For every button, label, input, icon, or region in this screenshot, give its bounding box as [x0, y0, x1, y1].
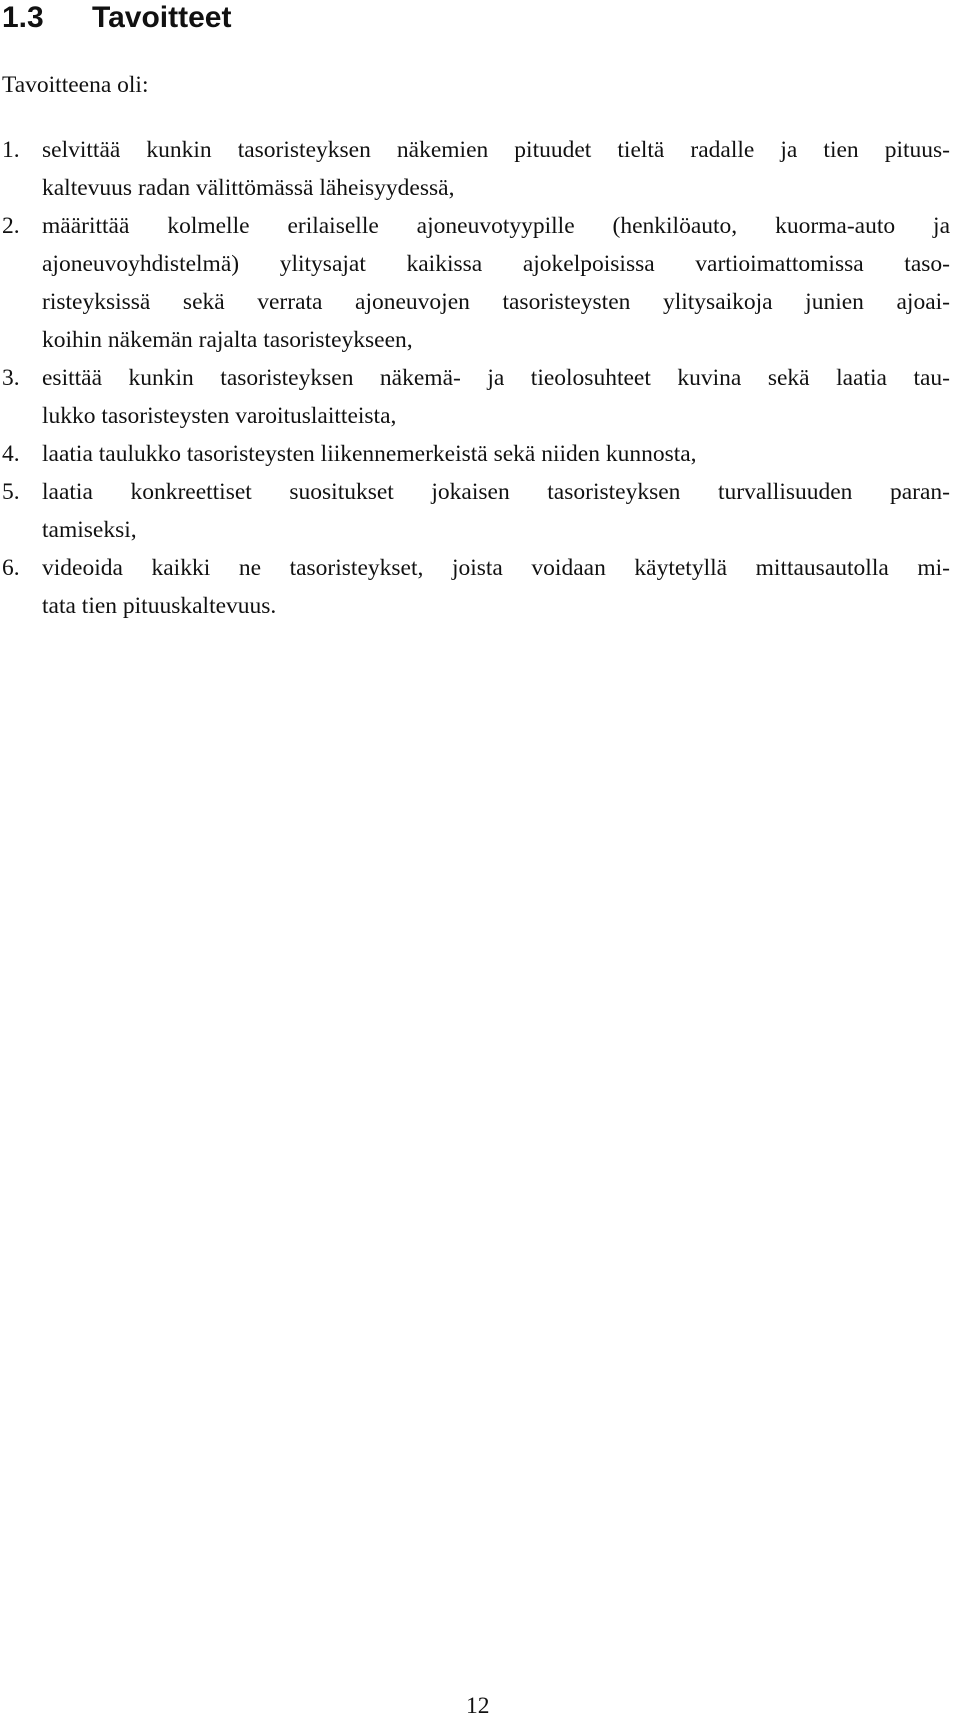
goal-marker: 5. [2, 479, 20, 505]
goal-line: tamiseksi, [42, 517, 137, 543]
goal-line: lukko tasoristeysten varoituslaitteista, [42, 403, 397, 429]
goal-line: esittää kunkin tasoristeyksen näkemä- ja tieolosuhteet kuvina sekä laatia tau- [42, 365, 950, 391]
goal-marker: 6. [2, 555, 20, 581]
goal-item-2 [0, 207, 950, 359]
goal-marker: 1. [2, 137, 20, 163]
page-number: 12 [466, 1693, 490, 1719]
intro-text: Tavoitteena oli: [2, 72, 149, 98]
goal-line: risteyksissä sekä verrata ajoneuvojen tasoristeysten ylitysaikoja junien ajoai- [42, 289, 950, 315]
goal-line: tata tien pituuskaltevuus. [42, 593, 277, 619]
goal-marker: 3. [2, 365, 20, 391]
goal-item-4 [0, 435, 950, 473]
goals-list [0, 131, 950, 625]
section-heading [2, 0, 231, 36]
section-title: Tavoitteet [92, 1, 232, 34]
goal-line: määrittää kolmelle erilaiselle ajoneuvotyypille (henkilöauto, kuorma-auto ja [42, 213, 950, 239]
goal-item-6 [0, 549, 950, 625]
goal-line: koihin näkemän rajalta tasoristeykseen, [42, 327, 413, 353]
goal-line: laatia konkreettiset suositukset jokaisen tasoristeyksen turvallisuuden paran- [42, 479, 950, 505]
goal-item-1 [0, 131, 950, 207]
section-number: 1.3 [2, 1, 44, 34]
goal-line: kaltevuus radan välittömässä läheisyydessä, [42, 175, 455, 201]
goal-item-5 [0, 473, 950, 549]
goal-marker: 4. [2, 441, 20, 467]
goal-line: ajoneuvoyhdistelmä) ylitysajat kaikissa ajokelpoisissa vartioimattomissa taso- [42, 251, 950, 277]
goal-line: selvittää kunkin tasoristeyksen näkemien pituudet tieltä radalle ja tien pituus- [42, 137, 950, 163]
goal-line: laatia taulukko tasoristeysten liikennemerkeistä sekä niiden kunnosta, [42, 441, 697, 467]
goal-line: videoida kaikki ne tasoristeykset, joista voidaan käytetyllä mittausautolla mi- [42, 555, 950, 581]
goal-item-3 [0, 359, 950, 435]
goal-marker: 2. [2, 213, 20, 239]
